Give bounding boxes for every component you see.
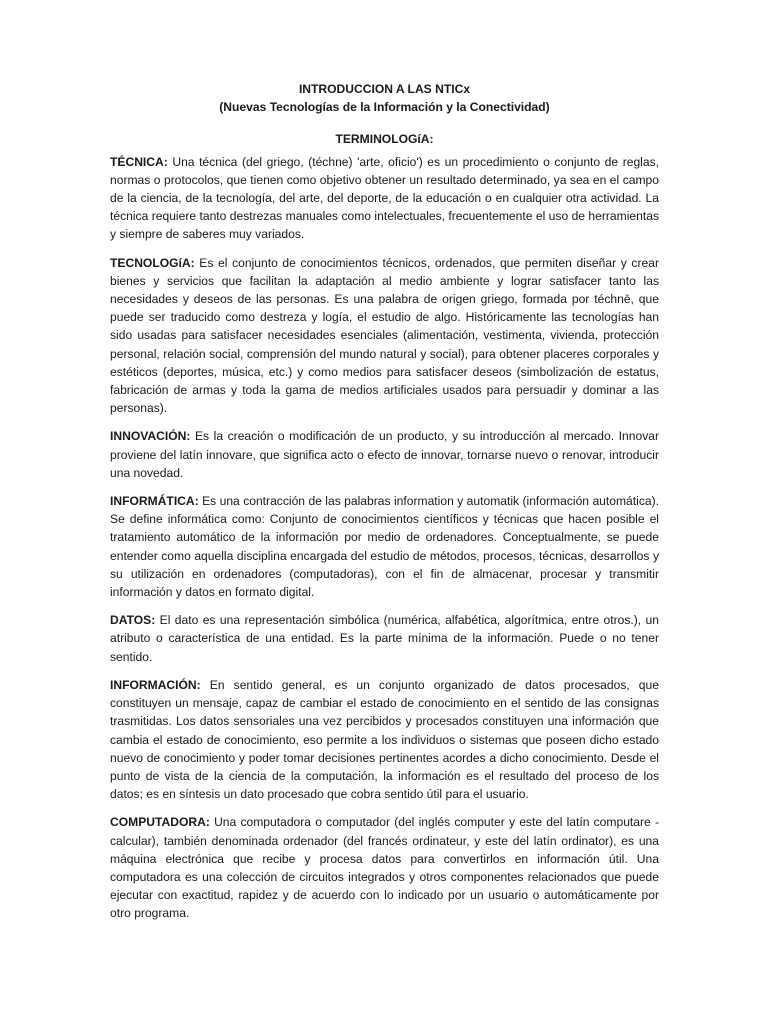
term-definition: Es la creación o modificación de un producto, y su introducción al mercado. Innovar proviene del latín innovare, que significa acto o efecto de innovar, tornarse nuevo o renovar, introducir una novedad. bbox=[110, 429, 659, 480]
section-informatica bbox=[110, 492, 659, 601]
term-label: INFORMACIÓN: bbox=[110, 677, 201, 692]
term-label: COMPUTADORA: bbox=[110, 815, 210, 830]
section-tecnica bbox=[110, 153, 659, 244]
section-innovacion bbox=[110, 427, 659, 482]
document-title: INTRODUCCION A LAS NTICx bbox=[298, 82, 471, 96]
term-label: INFORMÁTICA: bbox=[110, 494, 199, 509]
term-label: INNOVACIÓN: bbox=[110, 429, 191, 444]
terminology-heading: TERMINOLOGíA: bbox=[335, 132, 434, 147]
term-label: TÉCNICA: bbox=[110, 154, 168, 169]
term-definition: Es una contracción de las palabras information y automatik (información automática). Se define informática como: Conjunto de conocimientos científicos y técnicas que hacen posible el tratamiento automático de la información por medio de ordenadores. Conceptualmente, se puede entender como aquella disciplina encargada del estudio de métodos, procesos, técnicas, desarrollos y su utilización en ordenadores (computadoras), con el fin de almacenar, procesar y transmitir información y datos en formato digital. bbox=[110, 494, 659, 600]
term-label: DATOS: bbox=[110, 613, 156, 628]
section-datos bbox=[110, 611, 659, 666]
section-computadora bbox=[110, 813, 659, 922]
section-tecnologia bbox=[110, 254, 659, 418]
document-title-block bbox=[110, 80, 659, 116]
term-definition: Es el conjunto de conocimientos técnicos, ordenados, que permiten diseñar y crear bienes y servicios que facilitan la adaptación al medio ambiente y lograr satisfacer tanto las necesidades y deseos de las personas. Es una palabra de origen griego, formada por téchnē, que puede ser traducido como destreza y logía, el estudio de algo. Históricamente las tecnologías han sido usadas para satisfacer necesidades esenciales (alimentación, vestimenta, vivienda, protección personal, relación social, comprensión del mundo natural y social), para obtener placeres corporales y estéticos (deportes, música, etc.) y como medios para satisfacer deseos (simbolización de estatus, fabricación de armas y toda la gama de medios artificiales usados para persuadir y dominar a las personas). bbox=[110, 255, 659, 416]
term-definition: Una computadora o computador (del inglés computer y este del latín computare - calcular), también denominada ordenador (del francés ordinateur, y este del latín ordinator), es una máquina electrónica que recibe y procesa datos para convertirlos en información útil. Una computadora es una colección de circuitos integrados y otros componentes relacionados que puede ejecutar con exactitud, rapidez y de acuerdo con lo indicado por un usuario o automáticamente por otro programa. bbox=[110, 815, 659, 921]
term-definition: En sentido general, es un conjunto organizado de datos procesados, que constituyen un mensaje, capaz de cambiar el estado de conocimiento en el sentido de las consignas trasmitidas. Los datos sensoriales una vez percibidos y procesados constituyen una información que cambia el estado de conocimiento, eso permite a los individuos o sistemas que poseen dicho estado nuevo de conocimiento y poder tomar decisiones pertinentes acordes a dicho conocimiento. Desde el punto de vista de la ciencia de la computación, la información es el resultado del proceso de los datos; es en síntesis un dato procesado que cobra sentido útil para el usuario. bbox=[110, 677, 659, 802]
term-definition: Una técnica (del griego, (téchne) 'arte, oficio') es un procedimiento o conjunto de reglas, normas o protocolos, que tienen como objetivo obtener un resultado determinado, ya sea en el campo de la ciencia, de la tecnología, del arte, del deporte, de la educación o en cualquier otra actividad. La técnica requiere tanto destrezas manuales como intelectuales, frecuentemente el uso de herramientas y siempre de saberes muy variados. bbox=[110, 154, 659, 242]
section-informacion bbox=[110, 676, 659, 803]
document-subtitle: (Nuevas Tecnologías de la Información y la Conectividad) bbox=[219, 100, 550, 115]
term-definition: El dato es una representación simbólica (numérica, alfabética, algorítmica, entre otros.), un atributo o característica de una entidad. Es la parte mínima de la información. Puede o no tener sentido. bbox=[110, 613, 659, 664]
term-label: TECNOLOGíA: bbox=[110, 255, 195, 270]
document-page bbox=[110, 80, 659, 933]
